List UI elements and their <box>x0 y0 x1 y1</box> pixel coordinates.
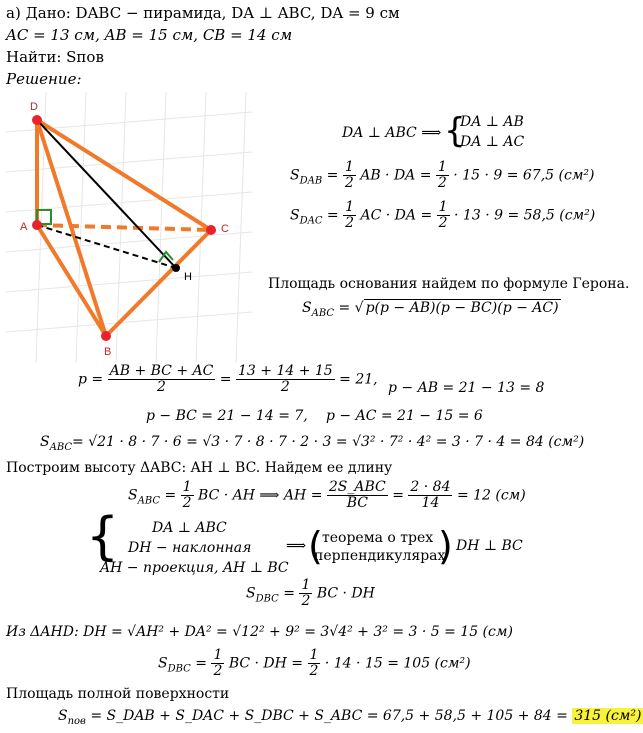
edge-ac <box>37 225 211 230</box>
label-h: H <box>184 271 192 283</box>
paren-open: ( <box>308 524 323 568</box>
total-formula: $S_{пов}$ = S_DAB + S_DAC + S_DBC + S_ABC = 67,5 + 58,5 + 105 + 84 = 315 (см²) <box>58 708 642 727</box>
perp-lhs: DA ⊥ ABC ⟹ <box>342 125 442 141</box>
edge-ab <box>37 225 106 336</box>
height-text: Построим высоту ΔABC: AH ⊥ BC. Найдем ее длину <box>6 460 393 476</box>
ah-calc-row: $S_{ABC}$ = $\frac{1}{2}$ BC · AH ⟹ AH = $\frac{\text{2S\_ABC}}{BC}$ = $\frac{2 \cdot 84}{14}$ = 12 (см) <box>128 479 526 511</box>
perp-r1: DA ⊥ AB <box>460 114 524 130</box>
theorem-line-1: теорема о трех <box>322 530 434 546</box>
three-perp-brace: { <box>86 507 120 567</box>
s-dac-row: $S_{DAC}$ = $\frac{1}{2}$ AC · DA = $\frac{1}{2}$ · 13 · 9 = 58,5 (см²) <box>290 199 596 231</box>
label-c: C <box>221 223 229 235</box>
s-abc-calc: $S_{ABC}= √21 \cdot 8 \cdot 7 \cdot 6 = √3 \cdot 7 \cdot 8 \cdot 7 \cdot 2 \cdot 3 = √3^2 \cdot 7^2 \cdot 4^2 = 3 \cdot 7 \cdot 4 = 84$ (см²) <box>40 434 585 453</box>
ahd-calc: Из ΔAHD: DH = √AH² + DA² = √12² + 9² = 3√4² + 3² = 3 · 5 = 15 (см) <box>6 624 513 640</box>
solution-label: Решение: <box>6 70 82 88</box>
three-perp-r2: DH − наклонная <box>128 540 252 556</box>
point-h <box>172 264 180 272</box>
perp-r2: DA ⊥ AC <box>460 134 525 150</box>
theorem-line-2: перпендикулярах <box>314 548 446 564</box>
answer-highlight: 315 (см²) <box>574 708 642 724</box>
label-b: B <box>104 346 112 358</box>
p-minus-ac: p − AC = 21 − 15 = 6 <box>326 408 483 424</box>
three-perp-r1: DA ⊥ ABC <box>152 520 227 536</box>
three-perp-arrow: ⟹ <box>286 538 307 554</box>
heron-text: Площадь основания найдем по формуле Герона. <box>268 276 630 292</box>
point-a <box>32 220 42 230</box>
point-d <box>32 115 42 125</box>
perp-brace: { <box>444 111 466 151</box>
label-a: A <box>20 221 28 233</box>
three-perp-r3: AH − проекция, AH ⊥ BC <box>100 560 289 576</box>
paren-close: ) <box>438 524 453 568</box>
label-d: D <box>30 101 38 113</box>
point-b <box>101 331 111 341</box>
s-dab-row: $S_{DAB}$ = $\frac{1}{2}$ AB · DA = $\frac{1}{2}$ · 15 · 9 = 67,5 (см²) <box>290 159 595 191</box>
total-text: Площадь полной поверхности <box>6 686 230 702</box>
p-minus-bc: p − BC = 21 − 14 = 7, <box>146 408 308 424</box>
three-perp-result: DH ⊥ BC <box>456 538 523 554</box>
heron-formula: $S_{ABC}$ = √ p(p − AB)(p − BC)(p − AC) <box>302 300 559 319</box>
given-line-2: AC = 13 см, AB = 15 см, CB = 14 см <box>6 26 293 44</box>
point-c <box>206 225 216 235</box>
s-dbc-calc: $S_{DBC}$ = $\frac{1}{2}$ BC · DH = $\frac{1}{2}$ · 14 · 15 = 105 (см²) <box>158 647 471 679</box>
perp-statement <box>342 125 441 141</box>
s-dbc-formula: $S_{DBC}$ = $\frac{1}{2}$ BC · DH <box>246 577 375 609</box>
pyramid-figure <box>6 92 252 362</box>
given-line-1: а) Дано: DABC − пирамида, DA ⊥ ABC, DA = 9 см <box>6 4 400 22</box>
p-minus-ab: p − AB = 21 − 13 = 8 <box>388 380 545 396</box>
p-calc-row: p = $\frac{AB + BC + AC}{2}$ = $\frac{13 + 14 + 15}{2}$ = 21, <box>78 363 378 395</box>
find-line: Найти: Sпов <box>6 48 104 66</box>
